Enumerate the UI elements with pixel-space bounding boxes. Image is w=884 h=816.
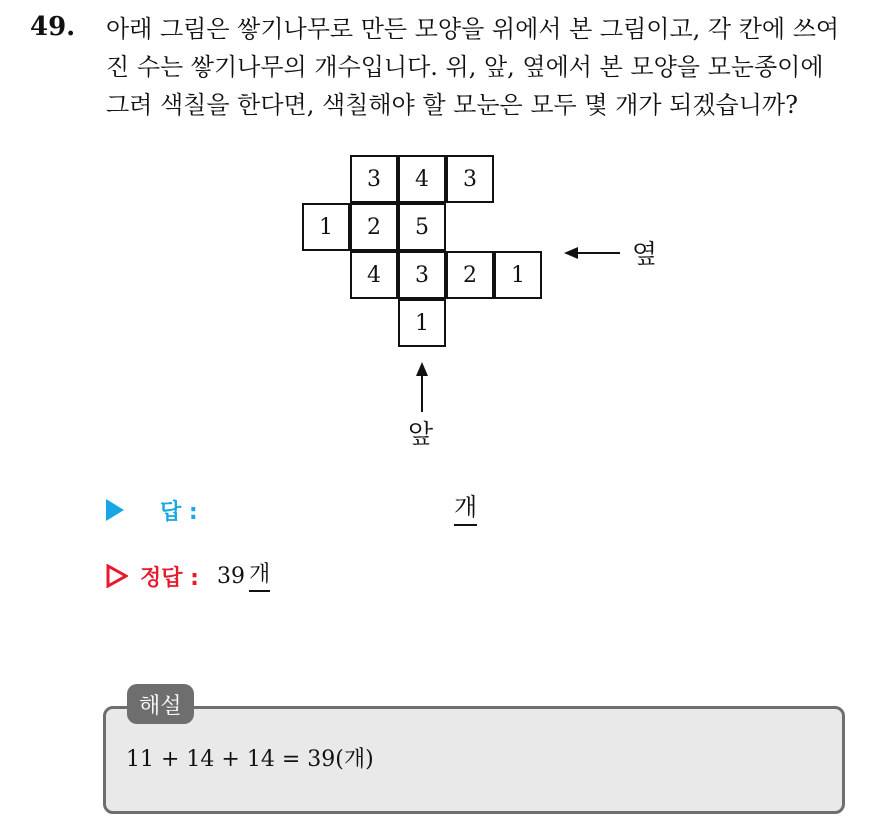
grid-cell: 4 (398, 155, 446, 203)
answer-blank[interactable] (454, 490, 477, 526)
question-line-3: 그려 색칠을 한다면, 색칠해야 할 모눈은 모두 몇 개가 되겠습니까? (106, 91, 798, 119)
grid-cell: 1 (398, 299, 446, 347)
answer-unit: 개 (454, 493, 478, 521)
play-triangle-icon (106, 499, 124, 521)
grid-cell: 1 (302, 203, 350, 251)
front-arrow-icon (412, 360, 432, 414)
question-line-1: 아래 그림은 쌓기나무로 만든 모양을 위에서 본 그림이고, 각 칸에 쓰여 (106, 15, 840, 43)
correct-label: 정답 : (140, 565, 199, 591)
answer-label: 답 : (160, 499, 198, 525)
grid-cell: 2 (446, 251, 494, 299)
question-line-2: 진 수는 쌓기나무의 개수입니다. 위, 앞, 옆에서 본 모양을 모눈종이에 (106, 53, 824, 81)
answer-row (106, 490, 198, 530)
grid-cell: 3 (446, 155, 494, 203)
grid-cell: 3 (398, 251, 446, 299)
correct-row (106, 556, 270, 596)
grid-cell: 5 (398, 203, 446, 251)
side-label: 옆 (632, 240, 658, 270)
correct-value: 39 (216, 563, 245, 589)
front-label: 앞 (408, 420, 434, 450)
grid-cell: 2 (350, 203, 398, 251)
side-arrow-icon (562, 243, 622, 263)
explanation-text: 11 + 14 + 14 = 39(개) (126, 747, 374, 772)
grid-cell: 3 (350, 155, 398, 203)
grid-cell: 1 (494, 251, 542, 299)
outline-triangle-icon (106, 564, 128, 588)
explanation-tab: 해설 (127, 684, 194, 724)
question-number: 49. (30, 12, 76, 42)
correct-unit: 개 (249, 560, 270, 592)
grid-cell: 4 (350, 251, 398, 299)
